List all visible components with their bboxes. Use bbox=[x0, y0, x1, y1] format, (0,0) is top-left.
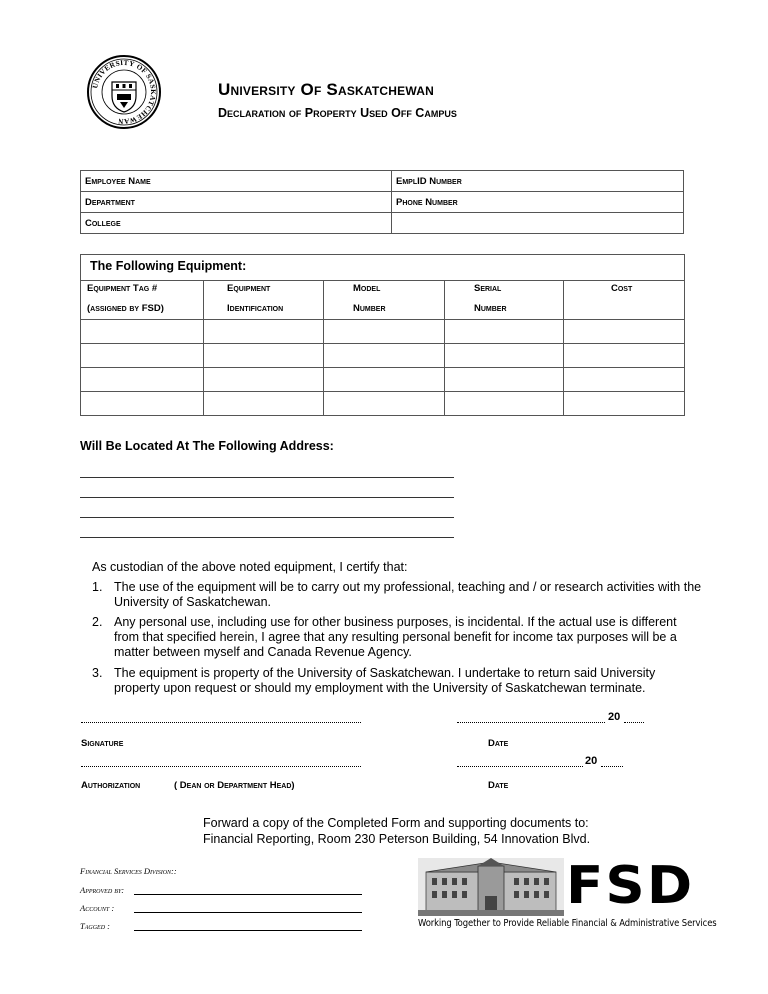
item-number: 1. bbox=[92, 580, 103, 594]
col-subheader-tag: (assigned by FSD) bbox=[87, 303, 164, 314]
fsd-division-label: Financial Services Division:: bbox=[80, 866, 177, 876]
svg-text:UNIVERSITY OF SASKATCHEWAN: UNIVERSITY OF SASKATCHEWAN bbox=[91, 58, 158, 126]
certification-item: Any personal use, including use for other business purposes, is incidental. If the actual use is different from that specified herein, I agree that any resulting personal benefit for income tax purposes will be a matter between myself and Canada Revenue Agency. bbox=[114, 615, 677, 659]
item-number: 2. bbox=[92, 615, 103, 629]
forward-line-2: Financial Reporting, Room 230 Peterson Building, 54 Innovation Blvd. bbox=[203, 832, 591, 846]
certification-intro: As custodian of the above noted equipment, I certify that: bbox=[92, 560, 408, 574]
row-divider bbox=[81, 343, 684, 344]
university-seal-logo bbox=[86, 54, 162, 130]
employee-name-field[interactable]: Employee Name bbox=[81, 171, 392, 192]
signature-line[interactable] bbox=[81, 722, 361, 723]
authorization-label: Authorization bbox=[81, 780, 141, 791]
address-line[interactable] bbox=[80, 497, 454, 498]
college-empty-cell bbox=[392, 213, 684, 234]
address-line[interactable] bbox=[80, 537, 454, 538]
approved-by-line[interactable] bbox=[134, 894, 362, 895]
fsd-tagline: Working Together to Provide Reliable Financial & Administrative Services bbox=[418, 918, 717, 929]
col-divider bbox=[563, 281, 564, 415]
employee-info-table bbox=[80, 170, 684, 234]
address-line[interactable] bbox=[80, 517, 454, 518]
date-line[interactable] bbox=[457, 722, 605, 723]
equipment-title-divider bbox=[81, 280, 684, 281]
date-line[interactable] bbox=[457, 766, 583, 767]
col-header-cost: Cost bbox=[611, 283, 633, 294]
col-subheader-serial: Number bbox=[474, 303, 507, 314]
authorization-note: ( Dean or Department Head) bbox=[174, 780, 295, 791]
col-header-serial: Serial bbox=[474, 283, 502, 294]
col-header-equipment: Equipment bbox=[227, 283, 271, 294]
fsd-letters: FSD bbox=[566, 856, 695, 916]
equipment-section bbox=[80, 254, 685, 416]
equipment-title: The Following Equipment: bbox=[90, 259, 247, 273]
page-subtitle: Declaration of Property Used Off Campus bbox=[218, 106, 457, 120]
col-divider bbox=[323, 281, 324, 415]
row-divider bbox=[81, 367, 684, 368]
date-label: Date bbox=[488, 780, 509, 791]
col-header-tag: Equipment Tag # bbox=[87, 283, 158, 294]
department-field[interactable]: Department bbox=[81, 192, 392, 213]
tagged-line[interactable] bbox=[134, 930, 362, 931]
col-divider bbox=[203, 281, 204, 415]
certification-item: The use of the equipment will be to carry out my professional, teaching and / or research activities with the University of Saskatchewan. bbox=[114, 580, 702, 609]
page-title: University Of Saskatchewan bbox=[218, 80, 434, 99]
col-divider bbox=[444, 281, 445, 415]
certification-item: The equipment is property of the University of Saskatchewan. I undertake to return said University property upon request or should my employment with the University of Saskatchewan terminate. bbox=[114, 666, 656, 695]
college-field[interactable]: College bbox=[81, 213, 392, 234]
col-header-model: Model bbox=[353, 283, 381, 294]
forward-instructions bbox=[203, 815, 590, 847]
col-subheader-equipment: Identification bbox=[227, 303, 284, 314]
forward-line-1: Forward a copy of the Completed Form and supporting documents to: bbox=[203, 816, 589, 830]
signature-label: Signature bbox=[81, 738, 124, 749]
row-divider bbox=[81, 391, 684, 392]
account-line[interactable] bbox=[134, 912, 362, 913]
date-label: Date bbox=[488, 738, 509, 749]
account-label: Account : bbox=[80, 903, 115, 913]
authorization-line[interactable] bbox=[81, 766, 361, 767]
year-line[interactable] bbox=[624, 722, 644, 723]
address-line[interactable] bbox=[80, 477, 454, 478]
tagged-label: Tagged : bbox=[80, 921, 111, 931]
col-subheader-model: Number bbox=[353, 303, 386, 314]
phone-number-field[interactable]: Phone Number bbox=[392, 192, 684, 213]
fsd-logo bbox=[418, 856, 717, 932]
approved-by-label: Approved by: bbox=[80, 885, 125, 895]
emplid-number-field[interactable]: EmplID Number bbox=[392, 171, 684, 192]
year-prefix: 20 bbox=[585, 755, 598, 767]
year-line[interactable] bbox=[601, 766, 623, 767]
address-label: Will Be Located At The Following Address: bbox=[80, 439, 334, 453]
building-image bbox=[418, 858, 564, 916]
item-number: 3. bbox=[92, 666, 103, 680]
row-divider bbox=[81, 319, 684, 320]
year-prefix: 20 bbox=[608, 711, 621, 723]
